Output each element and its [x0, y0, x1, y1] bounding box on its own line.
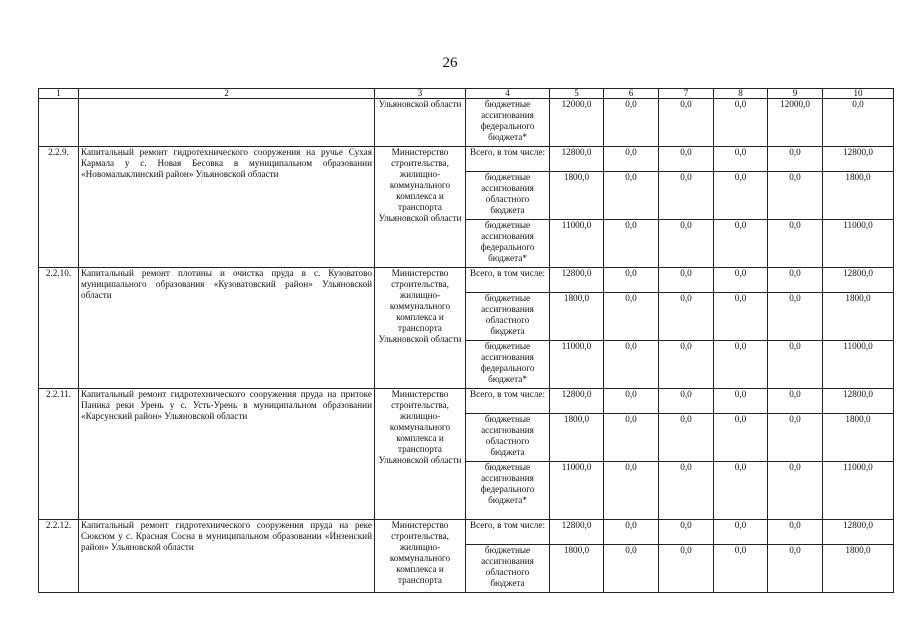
- item-name-cell: Капитальный ремонт гидротехнического сооружения пруда на притоке Паника реки Урень у с. Усть-Урень в муниципальном образовании «Карсунский район» Ульяновской области: [79, 389, 375, 520]
- value-cell: 1800,0: [550, 293, 604, 341]
- table-row: [39, 268, 894, 293]
- value-cell: 0,0: [714, 268, 768, 293]
- value-cell: 0,0: [604, 147, 659, 172]
- executor-cell: Министерство строительства, жилищно-коммунального комплекса и транспорта Ульяновской области: [375, 389, 466, 520]
- value-cell: 0,0: [714, 293, 768, 341]
- value-cell: 0,0: [604, 545, 659, 593]
- value-cell: 1800,0: [550, 414, 604, 462]
- column-header: 2: [79, 89, 375, 99]
- value-cell: 0,0: [604, 268, 659, 293]
- value-cell: 12000,0: [768, 99, 823, 147]
- value-cell: 0,0: [659, 462, 714, 520]
- funding-source-cell: бюджетные ассигнования областного бюджета: [466, 293, 550, 341]
- column-header: 7: [659, 89, 714, 99]
- value-cell: 0,0: [659, 220, 714, 268]
- value-cell: 0,0: [659, 293, 714, 341]
- value-cell: 12800,0: [823, 268, 894, 293]
- value-cell: 11000,0: [550, 220, 604, 268]
- value-cell: 0,0: [823, 99, 894, 147]
- item-number-cell: 2.2.9.: [39, 147, 79, 268]
- value-cell: 0,0: [714, 341, 768, 389]
- value-cell: 0,0: [604, 99, 659, 147]
- value-cell: 0,0: [714, 220, 768, 268]
- item-number-cell: [39, 99, 79, 147]
- value-cell: 12800,0: [823, 389, 894, 414]
- column-header: 8: [714, 89, 768, 99]
- funding-source-cell: бюджетные ассигнования федерального бюджета*: [466, 220, 550, 268]
- funding-source-cell: Всего, в том числе:: [466, 389, 550, 414]
- value-cell: 0,0: [768, 268, 823, 293]
- value-cell: 0,0: [714, 462, 768, 520]
- value-cell: 11000,0: [823, 462, 894, 520]
- table-row: [39, 520, 894, 545]
- item-number-cell: 2.2.10.: [39, 268, 79, 389]
- funding-source-cell: бюджетные ассигнования областного бюджета: [466, 172, 550, 220]
- value-cell: 1800,0: [823, 172, 894, 220]
- value-cell: 0,0: [714, 545, 768, 593]
- value-cell: 0,0: [714, 389, 768, 414]
- value-cell: 0,0: [714, 520, 768, 545]
- value-cell: 0,0: [714, 172, 768, 220]
- item-name-cell: [79, 99, 375, 147]
- item-name-cell: Капитальный ремонт гидротехнического сооружения на ручье Сухая Кармала у с. Новая Бесовка в муниципальном образовании «Новомалыклинский район» Ульяновской области: [79, 147, 375, 268]
- value-cell: 0,0: [604, 520, 659, 545]
- value-cell: 0,0: [604, 293, 659, 341]
- column-header: 3: [375, 89, 466, 99]
- table-row: [39, 147, 894, 172]
- value-cell: 0,0: [768, 389, 823, 414]
- value-cell: 0,0: [768, 293, 823, 341]
- value-cell: 0,0: [659, 545, 714, 593]
- value-cell: 0,0: [714, 147, 768, 172]
- page-number: 26: [442, 55, 458, 71]
- executor-cell: Ульяновской области: [375, 99, 466, 147]
- value-cell: 0,0: [659, 268, 714, 293]
- value-cell: 0,0: [604, 414, 659, 462]
- value-cell: 11000,0: [550, 341, 604, 389]
- value-cell: 0,0: [604, 172, 659, 220]
- funding-source-cell: бюджетные ассигнования областного бюджета: [466, 545, 550, 593]
- executor-cell: Министерство строительства, жилищно-коммунального комплекса и транспорта: [375, 520, 466, 593]
- value-cell: 0,0: [768, 220, 823, 268]
- column-header: 10: [823, 89, 894, 99]
- value-cell: 0,0: [659, 389, 714, 414]
- column-header-row: [39, 89, 894, 99]
- value-cell: 1800,0: [550, 545, 604, 593]
- value-cell: 11000,0: [550, 462, 604, 520]
- value-cell: 0,0: [659, 341, 714, 389]
- value-cell: 0,0: [768, 414, 823, 462]
- executor-cell: Министерство строительства, жилищно-коммунального комплекса и транспорта Ульяновской области: [375, 147, 466, 268]
- value-cell: 1800,0: [550, 172, 604, 220]
- column-header: 1: [39, 89, 79, 99]
- executor-cell: Министерство строительства, жилищно-коммунального комплекса и транспорта Ульяновской области: [375, 268, 466, 389]
- value-cell: 12800,0: [823, 520, 894, 545]
- value-cell: 1800,0: [823, 293, 894, 341]
- column-header: 4: [466, 89, 550, 99]
- table-row: [39, 99, 894, 147]
- value-cell: 0,0: [768, 462, 823, 520]
- funding-source-cell: Всего, в том числе:: [466, 520, 550, 545]
- value-cell: 0,0: [768, 520, 823, 545]
- value-cell: 0,0: [604, 389, 659, 414]
- column-header: 6: [604, 89, 659, 99]
- item-number-cell: 2.2.11.: [39, 389, 79, 520]
- value-cell: 0,0: [659, 172, 714, 220]
- table-row: [39, 389, 894, 414]
- value-cell: 0,0: [768, 341, 823, 389]
- value-cell: 12800,0: [550, 147, 604, 172]
- value-cell: 0,0: [659, 520, 714, 545]
- value-cell: 12000,0: [550, 99, 604, 147]
- value-cell: 0,0: [659, 99, 714, 147]
- value-cell: 1800,0: [823, 545, 894, 593]
- value-cell: 12800,0: [550, 520, 604, 545]
- value-cell: 0,0: [768, 172, 823, 220]
- value-cell: 0,0: [604, 462, 659, 520]
- value-cell: 0,0: [714, 414, 768, 462]
- item-number-cell: 2.2.12.: [39, 520, 79, 593]
- value-cell: 12800,0: [550, 268, 604, 293]
- column-header: 9: [768, 89, 823, 99]
- program-table: [38, 88, 894, 593]
- funding-source-cell: Всего, в том числе:: [466, 147, 550, 172]
- value-cell: 0,0: [659, 414, 714, 462]
- value-cell: 0,0: [604, 341, 659, 389]
- value-cell: 0,0: [768, 147, 823, 172]
- value-cell: 11000,0: [823, 220, 894, 268]
- column-header: 5: [550, 89, 604, 99]
- value-cell: 0,0: [714, 99, 768, 147]
- funding-source-cell: бюджетные ассигнования федерального бюджета*: [466, 99, 550, 147]
- item-name-cell: Капитальный ремонт гидротехнического сооружения пруда на реке Сюксюм у с. Красная Сосна в муниципальном образовании «Инзенский район» Ульяновской области: [79, 520, 375, 593]
- value-cell: 0,0: [659, 147, 714, 172]
- value-cell: 0,0: [768, 545, 823, 593]
- funding-source-cell: бюджетные ассигнования федерального бюджета*: [466, 462, 550, 520]
- value-cell: 1800,0: [823, 414, 894, 462]
- funding-source-cell: Всего, в том числе:: [466, 268, 550, 293]
- value-cell: 12800,0: [823, 147, 894, 172]
- funding-source-cell: бюджетные ассигнования федерального бюджета*: [466, 341, 550, 389]
- funding-source-cell: бюджетные ассигнования областного бюджета: [466, 414, 550, 462]
- value-cell: 12800,0: [550, 389, 604, 414]
- value-cell: 0,0: [604, 220, 659, 268]
- item-name-cell: Капитальный ремонт плотины и очистка пруда в с. Кузоватово муниципального образования «Кузоватовский район» Ульяновской области: [79, 268, 375, 389]
- value-cell: 11000,0: [823, 341, 894, 389]
